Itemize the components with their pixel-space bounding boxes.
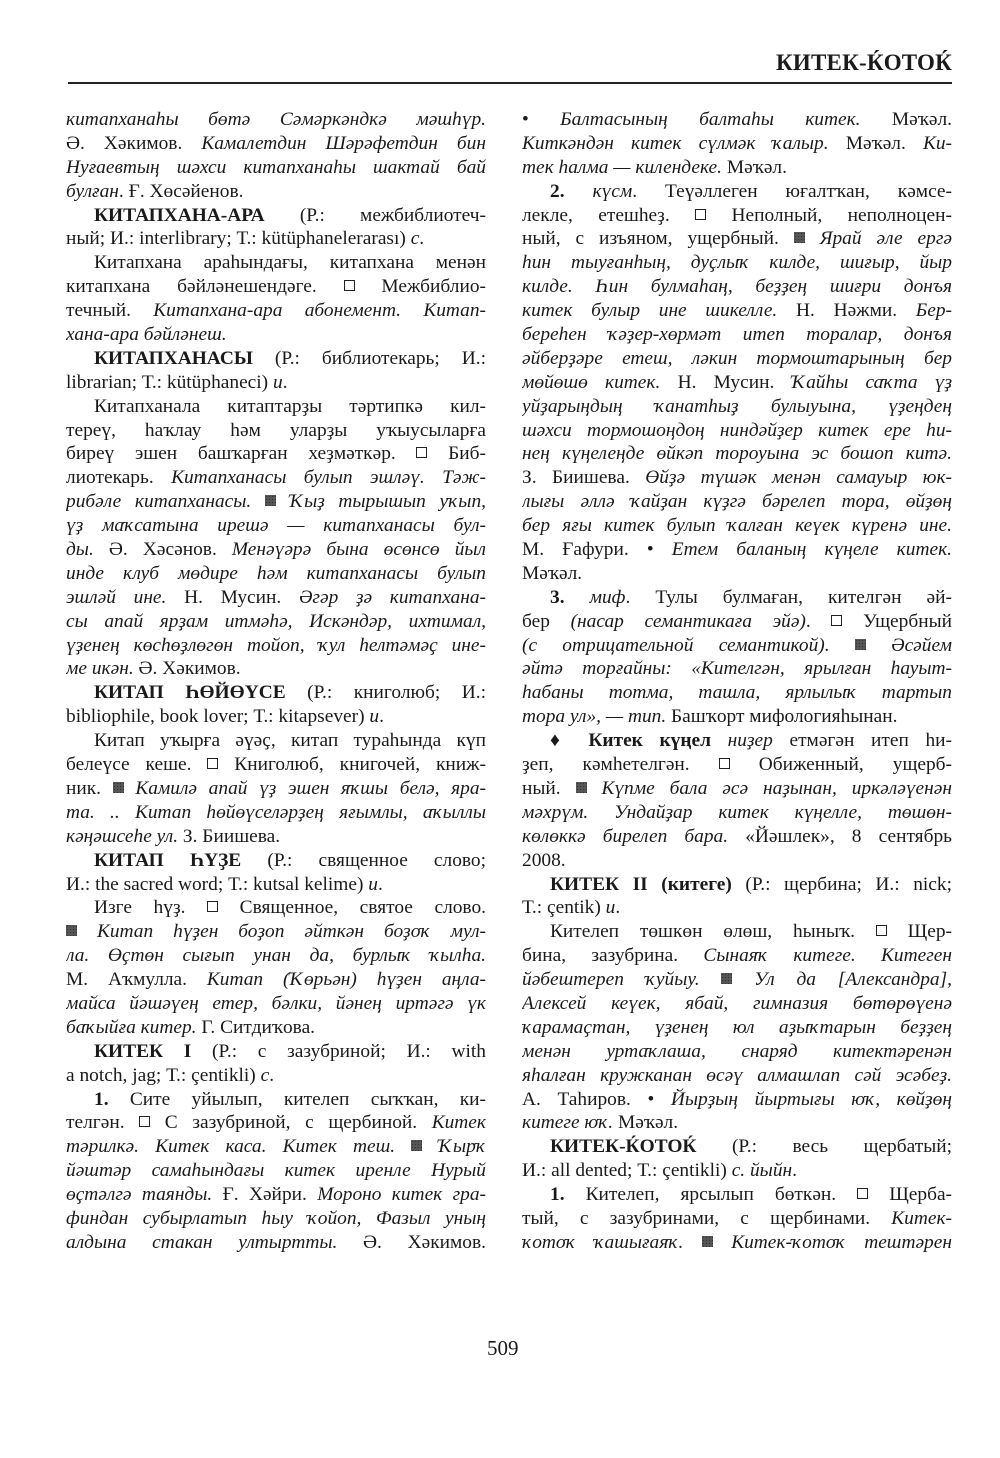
- text-line: ный, с изъяном, ущербный. Ярай әле ергә: [522, 228, 952, 250]
- text-line: инде клуб мөдире һәм китапханасы булып: [66, 562, 486, 584]
- text-line: КИТАП ҺҮҘЕ (Р.: священное слово;: [94, 849, 486, 871]
- text-line: китек булыр ине шикелле. Н. Нәжми. Бер-: [522, 300, 952, 322]
- text-line: яһалған кружканан өсәү алмашлап сәй эсәбеҙ.: [522, 1064, 952, 1086]
- text-line: эшләй ине. Н. Мусин. Әгәр ҙә китапхана-: [66, 586, 486, 608]
- text-line: бина, зазубрина. Сынаяҡ китеге. Китеген: [522, 945, 952, 967]
- text-line: йәштәр самаһындағы китек иренле Нурый: [66, 1160, 486, 1182]
- open-square-icon: [857, 1188, 868, 1199]
- page-number: 509: [487, 1336, 519, 1360]
- text-line: bibliophile, book lover; Т.: kitapsever) и.: [66, 706, 384, 728]
- running-head: КИТЕК-ЌОТОЌ: [776, 50, 952, 75]
- text-line: тәрилкә. Китек каса. Китек теш. Ҡырҡ: [66, 1136, 486, 1158]
- text-line: хана-ара бәйләнеш.: [66, 324, 227, 346]
- open-square-icon: [695, 209, 706, 220]
- text-line: КИТАП ҺӨЙӨҮСЕ (Р.: книголюб; И.:: [94, 682, 486, 704]
- filled-square-icon: [411, 1140, 422, 1151]
- text-line: һин тыуғанһың, дуҫлыҡ килде, шиғыр, йыр: [522, 252, 952, 274]
- open-square-icon: [344, 280, 355, 291]
- open-square-icon: [416, 447, 427, 458]
- text-line: көлөккә бирелеп бара. «Йәшлек», 8 сентябрь: [522, 825, 952, 847]
- text-line: Нуғаевтың шәхси китапханаһы шактай бай: [66, 156, 486, 178]
- text-line: Китап һүҙен боҙоп әйткән боҙоҡ мул-: [66, 920, 486, 944]
- text-line: КИТЕК II (китеге) (Р.: щербина; И.: nick;: [550, 873, 952, 895]
- text-line: менән уртаҡлаша, снаряд китектәренән: [522, 1040, 952, 1062]
- text-line: мәхрүм. Ундайҙар китек күңелле, төшөн-: [522, 801, 952, 823]
- text-line: әйтә торғайны: «Кителгән, ярылған һауыт-: [522, 658, 952, 680]
- text-line: (с отрицательной семантикой). Әсәйем: [522, 634, 952, 656]
- text-line: белеүсе кеше. Книголюб, книгочей, книж-: [66, 754, 486, 776]
- text-line: И.: all dented; Т.: çentikli) с. йыйн.: [522, 1160, 797, 1182]
- text-line: лығы әллә ҡайҙан күҙгә бәрелеп тора, өйҙөң: [522, 491, 952, 513]
- filled-square-icon: [721, 973, 732, 984]
- text-line: телгән. С зазубриной, с щербиной. Китек: [66, 1112, 486, 1134]
- text-line: уйҙарыңдың ҡанатһыҙ булыуына, үҙеңдең: [522, 395, 952, 417]
- text-line: М. Ғафури. • Етем баланың күңеле китек.: [522, 539, 952, 561]
- text-line: ла. Өҫтөн сығып унан да, бурлыҡ ҡылһа.: [66, 945, 486, 967]
- text-line: ник. Камилә апай үҙ эшен яҡшы белә, яра-: [66, 777, 486, 799]
- text-line: 1. Сите уйылып, кителеп сыҡҡан, ки-: [94, 1088, 486, 1110]
- text-line: һабаны тотма, ташла, ярлылыҡ тартып: [522, 682, 952, 704]
- open-square-icon: [719, 758, 730, 769]
- text-line: librarian; Т.: kütüphaneci) и.: [66, 371, 288, 393]
- text-line: шәхси тормошоңдоң ниндәйҙер китек ере һи-: [522, 419, 952, 441]
- text-line: 2008.: [522, 849, 566, 871]
- text-line: Ә. Хәкимов. Камалетдин Шәрәфетдин бин: [66, 132, 486, 154]
- filled-square-icon: [855, 639, 866, 650]
- entry-headword: КИТАПХАНАСЫ: [94, 347, 253, 369]
- left-column: [66, 108, 486, 1255]
- text-line: • Балтасының балтаһы китек. Мәҡәл.: [522, 109, 952, 130]
- text-line: 2. күсм. Теүәллеген юғалтҡан, кәмсе-: [550, 180, 952, 202]
- text-line: ный; И.: interlibrary; Т.: kütüphanelerarası) с.: [66, 228, 425, 250]
- bullet-icon: •: [522, 109, 529, 130]
- text-line: Алексей кеүек, ябай, гимназия бөтөрөүенә: [522, 992, 952, 1014]
- text-line: И.: the sacred word; Т.: kutsal kelime) и.: [66, 873, 383, 895]
- text-line: сы апай ярҙам итмәһә, Искәндәр, ихтимал,: [66, 610, 486, 632]
- right-column: [522, 108, 952, 1255]
- text-line: ҡотоҡ ҡашығаяҡ. Китек-ҡотоҡ тештәрен: [522, 1231, 952, 1253]
- text-line: З. Биишева. Өйҙә түшәк менән самауыр юк-: [522, 467, 952, 489]
- text-line: финдан субырлатып һыу ҡойоп, Фазыл уның: [66, 1207, 486, 1229]
- text-line: Мәҡәл.: [522, 562, 583, 584]
- text-line: йәбештереп ҡуйыу. Ул да [Александра],: [522, 969, 952, 991]
- text-line: мөйөшө китек. Н. Мусин. Ҡайһы саҡта үҙ: [522, 371, 952, 393]
- text-line: КИТЕК-ЌОТОЌ (Р.: весь щербатый;: [550, 1136, 952, 1158]
- text-line: a notch, jag; Т.: çentikli) с.: [66, 1064, 275, 1086]
- entry-headword: КИТАП ҺӨЙӨҮСЕ: [94, 682, 286, 704]
- text-line: китапханаһы бөтә Сәмәркәндкә мәшһүр.: [66, 109, 486, 130]
- text-line: КИТАПХАНАСЫ (Р.: библиотекарь; И.:: [94, 347, 486, 369]
- text-line: тек һалма — килендеке. Мәҡәл.: [522, 156, 787, 178]
- text-line: тереү, һаҡлау һәм уларҙы уҡыусыларға: [66, 419, 486, 441]
- text-line: үҙенең көсһөҙлөгөн тойоп, ҡул һелтәмәҫ ине-: [66, 634, 486, 656]
- filled-square-icon: [113, 782, 124, 793]
- text-line: М. Аҡмулла. Китап (Ҡөрьән) һүҙен аңла-: [66, 969, 486, 991]
- text-line: А. Таһиров. • Йырҙың йыртығы юҡ, көйҙөң: [522, 1088, 952, 1110]
- filled-square-icon: [576, 782, 587, 793]
- text-line: өҫтәлгә таянды. Ғ. Хәйри. Мороно китек гра-: [66, 1184, 486, 1206]
- text-line: Изге һүҙ. Священное, святое слово.: [94, 897, 486, 919]
- text-line: бер яғы китек булып ҡалған кеүек күренә ине.: [522, 515, 952, 537]
- text-line: тора ул», — тип. Башҡорт мифологияһынан.: [522, 706, 898, 728]
- text-line: Китапхана араһындағы, китапхана менән: [94, 252, 486, 274]
- header-rule: [68, 82, 952, 84]
- open-square-icon: [139, 1116, 150, 1127]
- text-line: КИТЕК I (Р.: с зазубриной; И.: with: [94, 1040, 486, 1062]
- text-line: течный. Китапхана-ара абонемент. Китап-: [66, 300, 486, 322]
- text-line: булған. Ғ. Хөсәйенов.: [66, 180, 244, 202]
- text-line: ҙеп, кәмһетелгән. Обиженный, ущерб-: [522, 754, 952, 776]
- text-line: береһен ҡәҙер-хөрмәт итеп торалар, донъя: [522, 324, 952, 346]
- bullet-icon: •: [647, 1088, 655, 1110]
- text-line: ♦ Китек күңел ниҙер етмәгән итеп һи-: [550, 730, 952, 752]
- text-line: ный. Күпме бала әсә наҙынан, иркәләүенән: [522, 777, 952, 799]
- entry-headword: КИТЕК-ЌОТОЌ: [550, 1136, 697, 1158]
- text-line: 1. Кителеп, ярсылып бөткән. Щерба-: [550, 1184, 952, 1206]
- open-square-icon: [831, 615, 842, 626]
- text-line: үҙ маҡсатына ирешә — китапханасы бул-: [66, 515, 486, 537]
- filled-square-icon: [66, 925, 77, 936]
- open-square-icon: [876, 925, 887, 936]
- text-line: килде. Һин булмаһаң, беҙҙең шиғри донъя: [522, 276, 952, 298]
- open-square-icon: [207, 901, 218, 912]
- text-line: тый, с зазубринами, с щербинами. Китек-: [522, 1207, 952, 1229]
- text-line: Киткәндән китек сүлмәк ҡалыр. Мәҡәл. Ки-: [522, 132, 952, 154]
- text-line: та. .. Китап һөйөүселәрҙең яғымлы, аҡыллы: [66, 801, 486, 823]
- text-line: Кителеп төшкөн өлөш, һыныҡ. Щер-: [550, 921, 952, 943]
- filled-square-icon: [702, 1236, 713, 1247]
- text-line: рибәле китапханасы. Ҡыҙ тырышып уҡып,: [66, 491, 486, 513]
- text-line: Китапханала китаптарҙы тәртипкә кил-: [94, 395, 486, 417]
- text-line: әйберҙәре етеш, ләкин тормоштарының бер: [522, 347, 952, 369]
- text-line: Т.: çentik) и.: [522, 897, 621, 919]
- entry-headword: КИТЕК II (китеге): [550, 873, 732, 895]
- open-square-icon: [207, 758, 218, 769]
- text-line: китапхана бәйләнешендәге. Межбиблио-: [66, 276, 486, 298]
- text-line: ды. Ә. Хәсәнов. Менәүәрә бына өсөнсө йыл: [66, 539, 486, 561]
- text-line: бер (насар семантикаға эйә). Ущербный: [522, 610, 952, 632]
- text-line: биреү эшен башҡарған хеҙмәткәр. Биб-: [66, 443, 486, 465]
- entry-headword: КИТАП ҺҮҘЕ: [94, 849, 242, 871]
- text-line: кәңәшсеһе ул. З. Биишева.: [66, 825, 281, 847]
- text-line: майса йәшәүең етер, бәлки, йәнең иртәгә үк: [66, 992, 486, 1014]
- text-line: ме икән. Ә. Хәкимов.: [66, 658, 241, 680]
- text-line: КИТАПХАНА-АРА (Р.: межбиблиотеч-: [94, 204, 486, 226]
- text-line: нең күңелеңде өйкәп тороуына эс бошоп китә.: [522, 443, 952, 465]
- text-line: 3. миф. Тулы булмаған, кителгән әй-: [550, 586, 952, 608]
- entry-headword: КИТЕК I: [94, 1040, 192, 1062]
- bullet-icon: •: [646, 539, 654, 561]
- text-line: лиотекарь. Китапханасы булып эшләү. Тәж-: [66, 467, 486, 489]
- filled-square-icon: [794, 232, 805, 243]
- text-line: Китап уҡырға әүәҫ, китап тураһында күп: [94, 730, 486, 752]
- text-line: китеге юҡ. Мәҡәл.: [522, 1112, 679, 1134]
- filled-square-icon: [265, 495, 276, 506]
- text-line: лекле, етешһеҙ. Неполный, неполноцен-: [522, 204, 952, 226]
- text-line: ҡарамаҫтан, үҙенең юл аҙыҡтарын беҙҙең: [522, 1016, 952, 1038]
- entry-headword: КИТАПХАНА-АРА: [94, 204, 265, 226]
- entry-headword: Китек күңел: [588, 730, 712, 752]
- text-line: алдына стакан ултыртты. Ә. Хәкимов.: [66, 1231, 486, 1253]
- text-line: баҡыйға китер. Г. Ситдиҡова.: [66, 1016, 316, 1038]
